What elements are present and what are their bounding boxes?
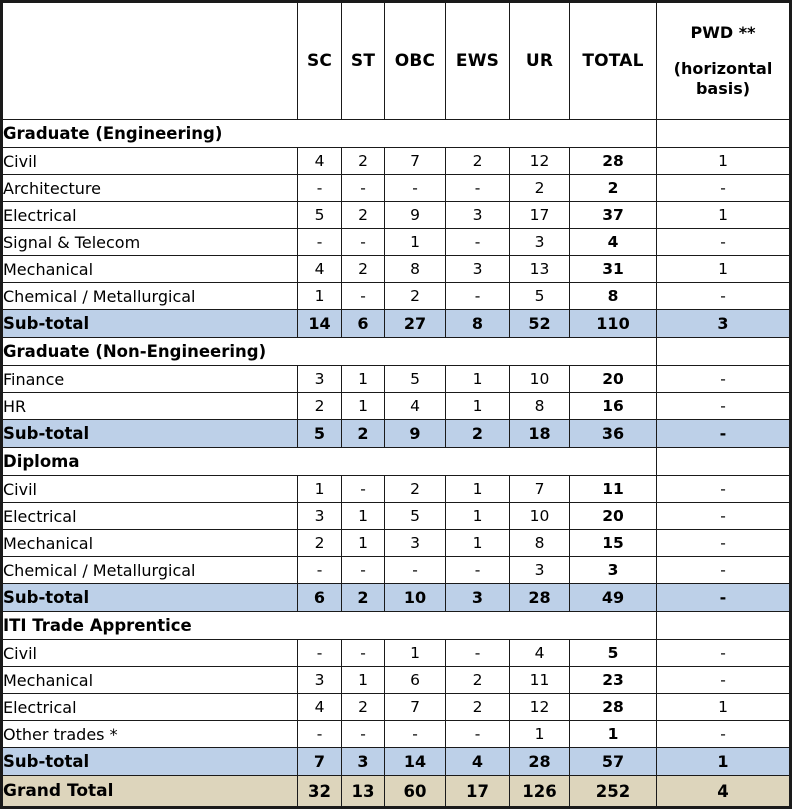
cell-st: 6 [342,310,385,338]
cell-ews: 2 [446,694,510,721]
cell-st: 1 [342,530,385,557]
row-label: Electrical [2,503,298,530]
cell-ews: - [446,175,510,202]
cell-ews: - [446,283,510,310]
cell-obc: 14 [385,748,446,776]
cell-ur: 10 [510,366,570,393]
cell-pwd: - [657,393,791,420]
cell-obc: 8 [385,256,446,283]
cell-sc: - [298,721,342,748]
cell-obc: 5 [385,366,446,393]
grand-total-row [2,776,791,808]
cell-ur: 126 [510,776,570,808]
row-label: Signal & Telecom [2,229,298,256]
header-cell-st: ST [342,2,385,120]
section-title: Graduate (Non-Engineering) [2,338,657,366]
cell-pwd: - [657,283,791,310]
row-label: Architecture [2,175,298,202]
section-pwd-blank-cell [657,338,791,366]
cell-obc: 27 [385,310,446,338]
cell-total: 11 [570,476,657,503]
section-pwd-blank-cell [657,120,791,148]
row-label: Mechanical [2,667,298,694]
cell-total: 57 [570,748,657,776]
cell-ur: 8 [510,393,570,420]
row-label: Civil [2,640,298,667]
cell-pwd: - [657,640,791,667]
cell-ews: 1 [446,503,510,530]
section-title: Graduate (Engineering) [2,120,657,148]
cell-total: 1 [570,721,657,748]
cell-pwd: 1 [657,256,791,283]
cell-pwd: - [657,721,791,748]
cell-pwd: - [657,557,791,584]
table-row [2,721,791,748]
cell-sc: 1 [298,476,342,503]
cell-total: 20 [570,366,657,393]
cell-total: 20 [570,503,657,530]
table-row [2,640,791,667]
subtotal-row [2,310,791,338]
cell-ur: 5 [510,283,570,310]
cell-ur: 3 [510,229,570,256]
cell-obc: 7 [385,148,446,175]
cell-sc: - [298,229,342,256]
cell-ews: 2 [446,420,510,448]
table-row [2,148,791,175]
cell-total: 31 [570,256,657,283]
cell-obc: 60 [385,776,446,808]
grand-total-label: Grand Total [2,776,298,808]
cell-obc: - [385,721,446,748]
cell-obc: 7 [385,694,446,721]
cell-total: 36 [570,420,657,448]
row-label: Electrical [2,694,298,721]
cell-obc: 5 [385,503,446,530]
cell-ews: - [446,557,510,584]
cell-st: 2 [342,148,385,175]
cell-ur: 18 [510,420,570,448]
subtotal-label: Sub-total [2,584,298,612]
row-label: Finance [2,366,298,393]
subtotal-row [2,584,791,612]
cell-ews: 3 [446,584,510,612]
table-row [2,229,791,256]
cell-ur: 17 [510,202,570,229]
cell-ur: 3 [510,557,570,584]
cell-sc: - [298,557,342,584]
subtotal-row [2,748,791,776]
cell-ews: 1 [446,530,510,557]
cell-ur: 12 [510,694,570,721]
section-pwd-blank-cell [657,448,791,476]
section-pwd-blank-cell [657,612,791,640]
cell-st: 13 [342,776,385,808]
cell-obc: 2 [385,476,446,503]
table-row [2,393,791,420]
table-row [2,256,791,283]
cell-total: 110 [570,310,657,338]
cell-ur: 13 [510,256,570,283]
cell-pwd: - [657,476,791,503]
cell-pwd: - [657,420,791,448]
cell-st: 2 [342,256,385,283]
cell-total: 8 [570,283,657,310]
cell-ur: 8 [510,530,570,557]
section-header-row [2,612,791,640]
cell-st: 1 [342,667,385,694]
cell-ur: 12 [510,148,570,175]
table-row [2,530,791,557]
cell-st: 2 [342,202,385,229]
cell-obc: 1 [385,640,446,667]
cell-pwd: - [657,366,791,393]
cell-obc: - [385,557,446,584]
row-label: Chemical / Metallurgical [2,557,298,584]
cell-ur: 28 [510,584,570,612]
table-row [2,476,791,503]
section-header-row [2,448,791,476]
cell-sc: 32 [298,776,342,808]
cell-ews: 1 [446,366,510,393]
table-header [2,2,791,120]
cell-st: - [342,229,385,256]
table-row [2,283,791,310]
cell-ews: 1 [446,393,510,420]
cell-pwd: - [657,175,791,202]
cell-sc: 5 [298,420,342,448]
cell-ews: - [446,721,510,748]
cell-ur: 4 [510,640,570,667]
cell-pwd: 1 [657,748,791,776]
cell-pwd: - [657,667,791,694]
cell-st: - [342,476,385,503]
cell-pwd: - [657,229,791,256]
column-header-row [2,2,791,120]
table-row [2,667,791,694]
header-cell-sc: SC [298,2,342,120]
cell-ur: 28 [510,748,570,776]
cell-sc: 3 [298,503,342,530]
header-cell-pwd [657,2,791,120]
header-cell-ews: EWS [446,2,510,120]
cell-ews: 1 [446,476,510,503]
cell-pwd: 3 [657,310,791,338]
cell-total: 37 [570,202,657,229]
cell-ur: 2 [510,175,570,202]
cell-sc: 4 [298,256,342,283]
cell-obc: 3 [385,530,446,557]
cell-pwd: - [657,503,791,530]
cell-ur: 52 [510,310,570,338]
cell-pwd: 4 [657,776,791,808]
cell-obc: 4 [385,393,446,420]
cell-sc: 4 [298,148,342,175]
cell-ews: 2 [446,148,510,175]
pwd-header-line2: (horizontal basis) [673,59,773,98]
pwd-header-line1: PWD ** [690,23,756,42]
table-row [2,694,791,721]
table-row [2,175,791,202]
cell-sc: 1 [298,283,342,310]
cell-total: 3 [570,557,657,584]
cell-pwd: 1 [657,148,791,175]
cell-pwd: - [657,530,791,557]
header-cell-total: TOTAL [570,2,657,120]
table-row [2,202,791,229]
cell-st: 1 [342,503,385,530]
subtotal-label: Sub-total [2,748,298,776]
cell-total: 28 [570,148,657,175]
cell-st: 2 [342,420,385,448]
cell-st: - [342,721,385,748]
cell-ews: 17 [446,776,510,808]
cell-sc: - [298,640,342,667]
cell-sc: 7 [298,748,342,776]
pwd-header-spacer [657,43,789,59]
cell-st: - [342,175,385,202]
table-row [2,366,791,393]
cell-ews: 8 [446,310,510,338]
section-header-row [2,338,791,366]
cell-sc: 14 [298,310,342,338]
cell-ews: - [446,229,510,256]
cell-pwd: 1 [657,202,791,229]
section-title: ITI Trade Apprentice [2,612,657,640]
row-label: Mechanical [2,256,298,283]
cell-ews: 3 [446,256,510,283]
cell-sc: 2 [298,530,342,557]
cell-pwd: - [657,584,791,612]
cell-st: 1 [342,366,385,393]
cell-ews: 2 [446,667,510,694]
cell-total: 16 [570,393,657,420]
cell-st: 2 [342,584,385,612]
row-label: Chemical / Metallurgical [2,283,298,310]
cell-sc: 3 [298,366,342,393]
cell-st: - [342,557,385,584]
cell-ur: 11 [510,667,570,694]
cell-st: 2 [342,694,385,721]
cell-st: 1 [342,393,385,420]
cell-total: 4 [570,229,657,256]
cell-pwd: 1 [657,694,791,721]
cell-obc: 6 [385,667,446,694]
cell-total: 28 [570,694,657,721]
cell-sc: - [298,175,342,202]
cell-total: 2 [570,175,657,202]
subtotal-row [2,420,791,448]
subtotal-label: Sub-total [2,310,298,338]
cell-ews: - [446,640,510,667]
cell-st: 3 [342,748,385,776]
cell-obc: 1 [385,229,446,256]
cell-total: 5 [570,640,657,667]
row-label: Electrical [2,202,298,229]
cell-sc: 5 [298,202,342,229]
table-row [2,503,791,530]
row-label: Mechanical [2,530,298,557]
cell-obc: 9 [385,420,446,448]
cell-total: 15 [570,530,657,557]
row-label: Other trades * [2,721,298,748]
cell-total: 23 [570,667,657,694]
cell-ur: 7 [510,476,570,503]
header-cell-label [2,2,298,120]
cell-obc: - [385,175,446,202]
cell-st: - [342,283,385,310]
header-cell-obc: OBC [385,2,446,120]
table-row [2,557,791,584]
row-label: HR [2,393,298,420]
section-header-row [2,120,791,148]
table-body [2,120,791,808]
cell-ur: 10 [510,503,570,530]
cell-sc: 3 [298,667,342,694]
cell-ur: 1 [510,721,570,748]
row-label: Civil [2,148,298,175]
cell-total: 252 [570,776,657,808]
cell-ews: 4 [446,748,510,776]
cell-sc: 4 [298,694,342,721]
header-cell-ur: UR [510,2,570,120]
cell-ews: 3 [446,202,510,229]
cell-st: - [342,640,385,667]
cell-sc: 6 [298,584,342,612]
row-label: Civil [2,476,298,503]
cell-sc: 2 [298,393,342,420]
cell-obc: 10 [385,584,446,612]
cell-total: 49 [570,584,657,612]
subtotal-label: Sub-total [2,420,298,448]
section-title: Diploma [2,448,657,476]
cell-obc: 9 [385,202,446,229]
cell-obc: 2 [385,283,446,310]
